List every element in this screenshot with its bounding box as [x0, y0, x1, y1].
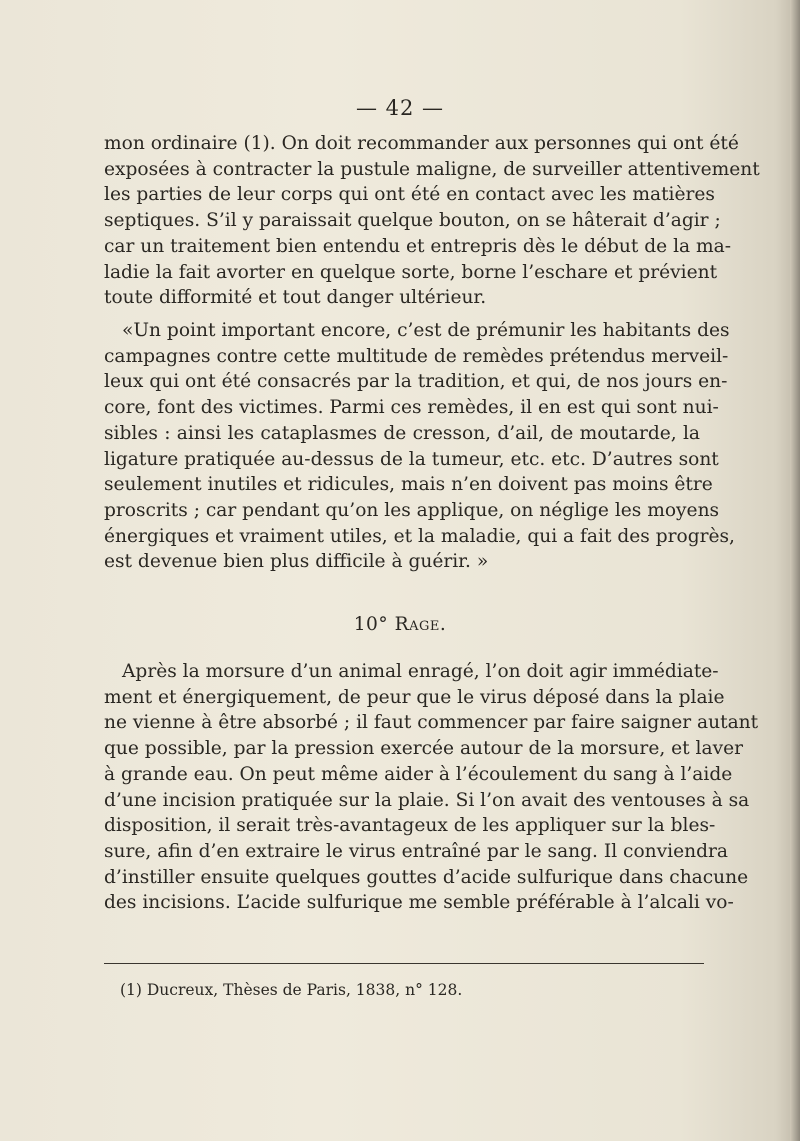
text-line: campagnes contre cette multitude de remèdes prétendus merveil- [104, 345, 729, 367]
text-line: énergiques et vraiment utiles, et la maladie, qui a fait des progrès, [104, 525, 735, 547]
text-line: ladie la fait avorter en quelque sorte, borne l’eschare et prévient [104, 261, 718, 283]
text-line: septiques. S’il y paraissait quelque bouton, on se hâterait d’agir ; [104, 210, 721, 232]
text-line: seulement inutiles et ridicules, mais n’en doivent pas moins être [104, 474, 713, 496]
text-line: exposées à contracter la pustule maligne, de surveiller attentivement [104, 158, 760, 180]
paragraph-3 [104, 659, 759, 916]
section-heading [0, 614, 800, 635]
text-line: d’une incision pratiquée sur la plaie. Si l’on avait des ventouses à sa [104, 789, 750, 811]
text-line: leux qui ont été consacrés par la tradition, et qui, de nos jours en- [104, 371, 728, 393]
text-line: sibles : ainsi les cataplasmes de cresson, d’ail, de moutarde, la [104, 422, 700, 444]
text-line: ligature pratiquée au-dessus de la tumeur, etc. etc. D’autres sont [104, 448, 719, 470]
section-number: 10° [353, 614, 389, 635]
section-title: Rage. [394, 614, 447, 635]
text-line: ment et énergiquement, de peur que le virus déposé dans la plaie [104, 686, 725, 708]
footnote-rule [104, 963, 704, 964]
text-line: sure, afin d’en extraire le virus entraîné par le sang. Il conviendra [104, 840, 728, 862]
text-line: à grande eau. On peut même aider à l’écoulement du sang à l’aide [104, 763, 733, 785]
paragraph-1 [104, 131, 760, 311]
text-line: disposition, il serait très-avantageux de les appliquer sur la bles- [104, 815, 716, 837]
text-line: «Un point important encore, c’est de prémunir les habitants des [122, 320, 730, 341]
text-line: car un traitement bien entendu et entrepris dès le début de la ma- [104, 235, 732, 257]
text-line: mon ordinaire (1). On doit recommander aux personnes qui ont été [104, 133, 739, 154]
text-line: toute difformité et tout danger ultérieur. [104, 287, 487, 309]
text-line: ne vienne à être absorbé ; il faut commencer par faire saigner autant [104, 712, 759, 734]
page-edge [790, 0, 800, 1141]
text-line: que possible, par la pression exercée autour de la morsure, et laver [104, 738, 743, 760]
text-line: des incisions. L’acide sulfurique me semble préférable à l’alcali vo- [104, 892, 734, 914]
paragraph-2 [104, 318, 735, 575]
page-number: — 42 — [355, 96, 445, 120]
text-line: Après la morsure d’un animal enragé, l’on doit agir immédiate- [122, 661, 719, 682]
text-line: d’instiller ensuite quelques gouttes d’acide sulfurique dans chacune [104, 866, 749, 888]
footnote: (1) Ducreux, Thèses de Paris, 1838, n° 128. [120, 981, 463, 999]
text-line: core, font des victimes. Parmi ces remèdes, il en est qui sont nui- [104, 397, 719, 419]
text-line: est devenue bien plus difficile à guérir. » [104, 551, 489, 573]
text-line: proscrits ; car pendant qu’on les applique, on néglige les moyens [104, 499, 720, 521]
text-line: les parties de leur corps qui ont été en contact avec les matières [104, 184, 715, 206]
